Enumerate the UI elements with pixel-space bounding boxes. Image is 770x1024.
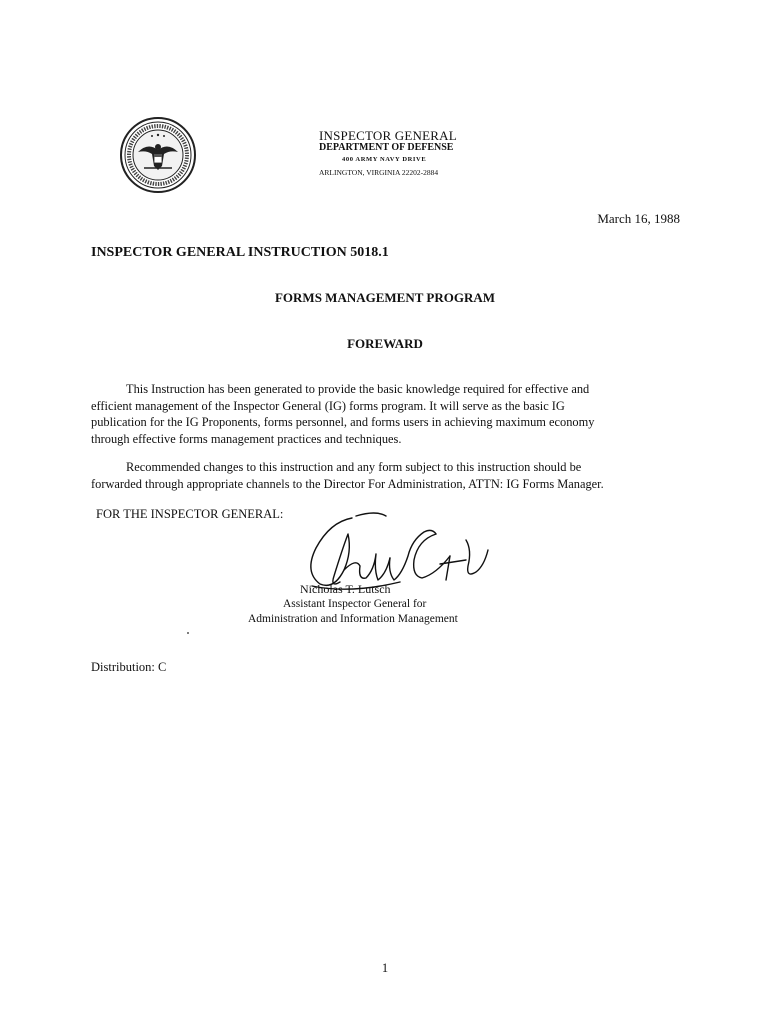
foreword-paragraph-2: [91, 459, 676, 492]
dod-seal-icon: [118, 116, 198, 194]
closing-line: FOR THE INSPECTOR GENERAL:: [96, 507, 284, 521]
paragraph-line: publication for the IG Proponents, forms personnel, and forms users in achieving maximum economy: [91, 415, 595, 430]
letterhead-street: 400 ARMY NAVY DRIVE: [342, 156, 427, 163]
signer-title-line2: Administration and Information Management: [248, 613, 458, 625]
section-heading: FOREWARD: [347, 336, 423, 351]
distribution-line: Distribution: C: [91, 660, 167, 674]
foreword-paragraph-1: [91, 381, 676, 447]
letterhead-title: INSPECTOR GENERAL: [319, 128, 457, 143]
letterhead-department: DEPARTMENT OF DEFENSE: [319, 142, 454, 153]
stray-mark: [187, 632, 189, 634]
paragraph-line: This Instruction has been generated to provide the basic knowledge required for effective and: [126, 382, 590, 396]
paragraph-line: Recommended changes to this instruction and any form subject to this instruction should be: [126, 460, 582, 474]
paragraph-line: efficient management of the Inspector General (IG) forms program. It will serve as the basic IG: [91, 398, 565, 413]
page-number: 1: [381, 961, 389, 975]
document-date: March 16, 1988: [597, 211, 680, 226]
paragraph-line: forwarded through appropriate channels to the Director For Administration, ATTN: IG Forms Manager.: [91, 476, 604, 491]
signer-title-line1: Assistant Inspector General for: [283, 598, 427, 610]
paragraph-line: through effective forms management practices and techniques.: [91, 431, 402, 446]
document-subject: FORMS MANAGEMENT PROGRAM: [274, 290, 496, 305]
instruction-title: INSPECTOR GENERAL INSTRUCTION 5018.1: [91, 245, 389, 260]
letterhead-city: ARLINGTON, VIRGINIA 22202-2884: [319, 168, 439, 177]
signer-name: Nicholas T. Lutsch: [300, 582, 391, 596]
